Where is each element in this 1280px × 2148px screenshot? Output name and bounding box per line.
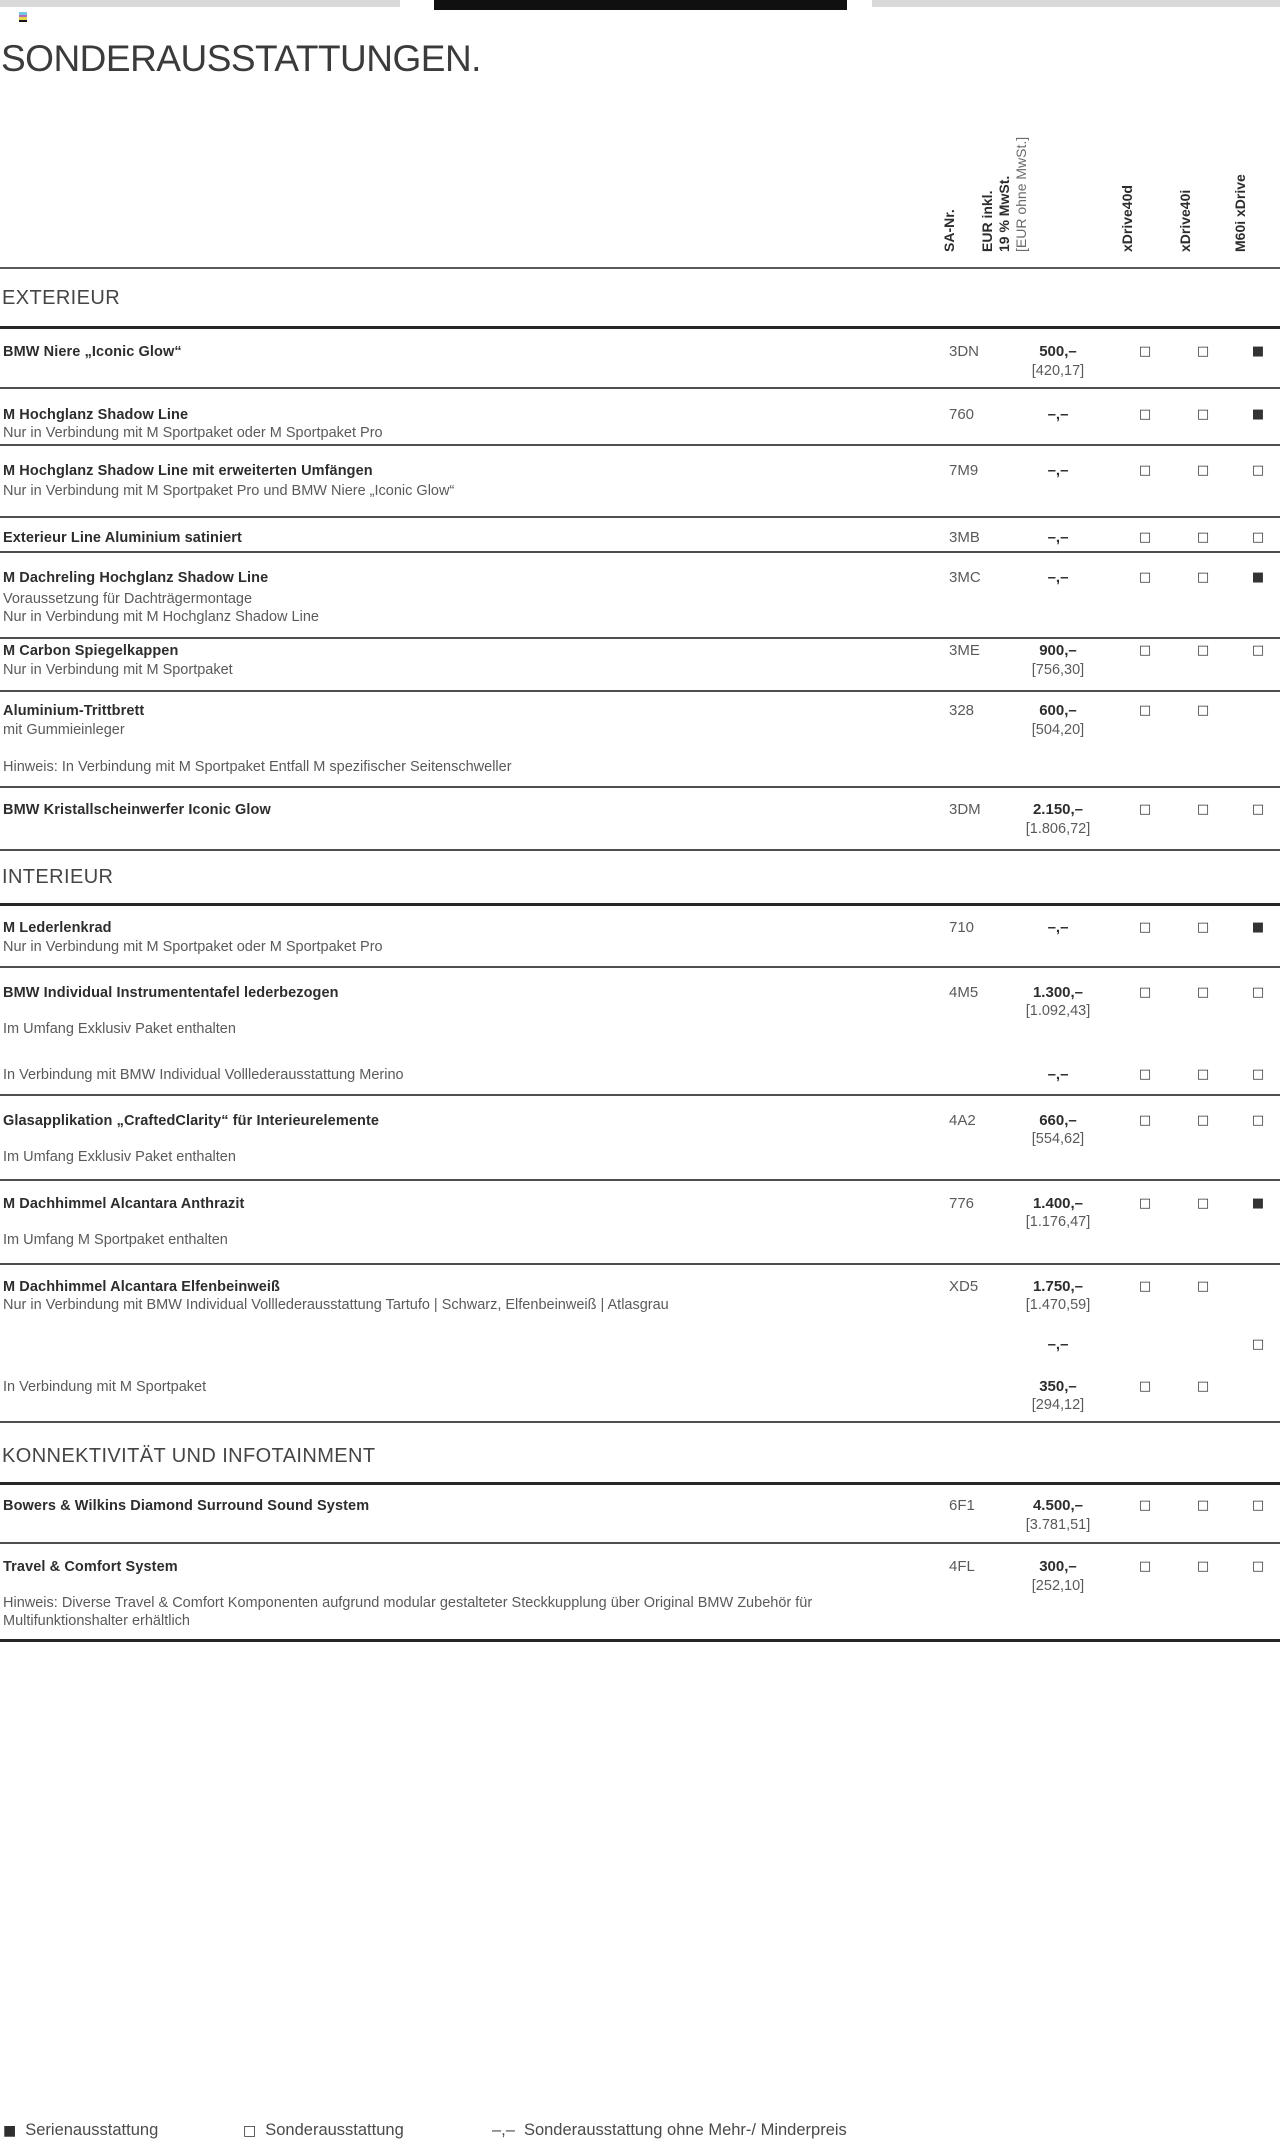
option-subtext: Nur in Verbindung mit BMW Individual Volllederausstattung Tartufo | Schwarz, Elfenbeinweiß | Atlasgrau xyxy=(3,1297,669,1313)
price-net: [1.092,43] xyxy=(1025,1003,1091,1019)
open-square-icon: □ xyxy=(243,2123,257,2139)
mark-xdrive40i: □ xyxy=(1196,1279,1210,1294)
mark-m60i: ■ xyxy=(1251,344,1265,359)
sa-number: 4FL xyxy=(949,1558,975,1575)
mark-xdrive40d: □ xyxy=(1138,920,1152,935)
mark-m60i: □ xyxy=(1251,530,1265,545)
mark-xdrive40d: □ xyxy=(1138,1279,1152,1294)
row-separator xyxy=(0,516,1280,518)
mark-m60i: ■ xyxy=(1251,570,1265,585)
mark-xdrive40d: □ xyxy=(1138,1067,1152,1082)
mark-xdrive40i: □ xyxy=(1196,1113,1210,1128)
price-gross: 600,– xyxy=(1039,702,1077,719)
option-title: M Dachhimmel Alcantara Elfenbeinweiß xyxy=(3,1279,281,1295)
mark-xdrive40i: □ xyxy=(1196,1196,1210,1211)
mark-xdrive40d: □ xyxy=(1138,407,1152,422)
mark-xdrive40d: □ xyxy=(1138,344,1152,359)
mark-xdrive40d: □ xyxy=(1138,1379,1152,1394)
row-separator xyxy=(0,849,1280,851)
legend-item-serienausstattung xyxy=(3,2121,158,2140)
row-separator xyxy=(0,690,1280,692)
mark-xdrive40d: □ xyxy=(1138,1196,1152,1211)
row-separator xyxy=(0,551,1280,553)
sa-number: 776 xyxy=(949,1195,975,1212)
table-end-rule xyxy=(0,1639,1280,1642)
row-separator xyxy=(0,637,1280,639)
sa-number: XD5 xyxy=(949,1278,979,1295)
mark-m60i: ■ xyxy=(1251,407,1265,422)
option-title: M Hochglanz Shadow Line xyxy=(3,407,189,423)
legend-label: Sonderausstattung ohne Mehr-/ Minderpreis xyxy=(523,2121,847,2139)
price-net: [3.781,51] xyxy=(1025,1517,1091,1533)
sa-number: 3DN xyxy=(949,343,980,360)
option-title: Exterieur Line Aluminium satiniert xyxy=(3,530,242,546)
option-title: M Hochglanz Shadow Line mit erweiterten Umfängen xyxy=(3,463,373,479)
price-gross: –,– xyxy=(1047,1066,1069,1083)
price-gross: 660,– xyxy=(1039,1112,1077,1129)
price-gross: –,– xyxy=(1047,529,1069,546)
mark-m60i: ■ xyxy=(1251,1196,1265,1211)
option-subtext: Nur in Verbindung mit M Sportpaket oder M Sportpaket Pro xyxy=(3,425,383,441)
option-title: Travel & Comfort System xyxy=(3,1559,178,1575)
price-gross: –,– xyxy=(1047,406,1069,423)
row-separator xyxy=(0,786,1280,788)
column-header-m60i: M60i xDrive xyxy=(1232,174,1248,252)
mark-xdrive40i: □ xyxy=(1196,703,1210,718)
mark-xdrive40i: □ xyxy=(1196,530,1210,545)
option-note: Im Umfang Exklusiv Paket enthalten xyxy=(3,1021,236,1037)
legend-label: Sonderausstattung xyxy=(265,2121,404,2139)
price-net: [504,20] xyxy=(1031,722,1085,738)
option-subtext: Nur in Verbindung mit M Sportpaket oder M Sportpaket Pro xyxy=(3,939,383,955)
sa-number: 7M9 xyxy=(949,462,979,479)
row-separator xyxy=(0,966,1280,968)
price-gross: 350,– xyxy=(1039,1378,1077,1395)
row-separator xyxy=(0,1094,1280,1096)
price-gross: 1.300,– xyxy=(1032,984,1084,1001)
option-variant-label: In Verbindung mit BMW Individual Volllederausstattung Merino xyxy=(3,1067,404,1083)
option-title: BMW Individual Instrumententafel lederbezogen xyxy=(3,985,339,1001)
top-bar-left xyxy=(0,0,400,7)
mark-xdrive40i: □ xyxy=(1196,344,1210,359)
sa-number: 760 xyxy=(949,406,975,423)
price-net: [1.806,72] xyxy=(1025,821,1091,837)
option-subtext: Nur in Verbindung mit M Sportpaket Pro und BMW Niere „Iconic Glow“ xyxy=(3,483,455,499)
mark-xdrive40i: □ xyxy=(1196,407,1210,422)
section-rule xyxy=(0,326,1280,329)
sa-number: 328 xyxy=(949,702,975,719)
row-separator xyxy=(0,1542,1280,1544)
price-net: [420,17] xyxy=(1031,363,1085,379)
price-gross: 500,– xyxy=(1039,343,1077,360)
mark-xdrive40i: □ xyxy=(1196,802,1210,817)
section-header-konnektivitaet: KONNEKTIVITÄT UND INFOTAINMENT xyxy=(2,1445,376,1467)
mark-m60i: ■ xyxy=(1251,920,1265,935)
column-header-price xyxy=(979,137,1030,252)
section-header-exterieur: EXTERIEUR xyxy=(2,287,121,309)
top-bar-right xyxy=(872,0,1280,7)
sa-number: 3DM xyxy=(949,801,981,818)
column-header-sa-nr: SA-Nr. xyxy=(941,209,957,252)
mark-m60i: □ xyxy=(1251,463,1265,478)
option-title: Aluminium-Trittbrett xyxy=(3,703,145,719)
section-rule xyxy=(0,903,1280,906)
mark-xdrive40d: □ xyxy=(1138,530,1152,545)
price-gross: –,– xyxy=(1047,1336,1069,1353)
price-net: [1.470,59] xyxy=(1025,1297,1091,1313)
mark-xdrive40i: □ xyxy=(1196,463,1210,478)
sa-number: 710 xyxy=(949,919,975,936)
mark-m60i: □ xyxy=(1251,1559,1265,1574)
option-subtext: Voraussetzung für Dachträgermontage xyxy=(3,591,253,607)
price-gross: 2.150,– xyxy=(1032,801,1084,818)
filled-square-icon: ■ xyxy=(3,2123,17,2139)
column-header-xdrive40d: xDrive40d xyxy=(1119,185,1135,252)
price-net: [252,10] xyxy=(1031,1578,1085,1594)
row-separator xyxy=(0,1179,1280,1181)
mark-m60i: □ xyxy=(1251,985,1265,1000)
price-gross: 1.750,– xyxy=(1032,1278,1084,1295)
price-net: [756,30] xyxy=(1031,662,1085,678)
top-bar-center xyxy=(434,0,847,10)
price-net: [294,12] xyxy=(1031,1397,1085,1413)
sa-number: 4A2 xyxy=(949,1112,976,1129)
column-header-price-line2: 19 % MwSt. xyxy=(996,175,1012,252)
mark-xdrive40d: □ xyxy=(1138,985,1152,1000)
mark-m60i: □ xyxy=(1251,1067,1265,1082)
mark-xdrive40d: □ xyxy=(1138,1559,1152,1574)
legend-label: Serienausstattung xyxy=(25,2121,159,2139)
mark-xdrive40d: □ xyxy=(1138,570,1152,585)
sa-number: 3MC xyxy=(949,569,981,586)
price-net: [554,62] xyxy=(1031,1131,1085,1147)
mark-xdrive40d: □ xyxy=(1138,1113,1152,1128)
sa-number: 3MB xyxy=(949,529,980,546)
mark-m60i: □ xyxy=(1251,1337,1265,1352)
mark-xdrive40i: □ xyxy=(1196,985,1210,1000)
row-separator xyxy=(0,444,1280,446)
mark-xdrive40d: □ xyxy=(1138,463,1152,478)
option-note: Im Umfang M Sportpaket enthalten xyxy=(3,1232,228,1248)
option-note: Hinweis: Diverse Travel & Comfort Komponenten aufgrund modular gestalteter Steckkupplung über Original BMW Zubehör für Multifunktionshalter erhältlich xyxy=(3,1595,813,1629)
price-net: [1.176,47] xyxy=(1025,1214,1091,1230)
column-header-xdrive40i: xDrive40i xyxy=(1177,189,1193,252)
legend-item-ohne-mehrpreis xyxy=(492,2121,847,2140)
mark-m60i: □ xyxy=(1251,643,1265,658)
page-title: SONDERAUSSTATTUNGEN. xyxy=(1,38,481,79)
option-subtext: mit Gummieinleger xyxy=(3,722,125,738)
mark-xdrive40i: □ xyxy=(1196,1067,1210,1082)
mark-xdrive40i: □ xyxy=(1196,1498,1210,1513)
mark-xdrive40d: □ xyxy=(1138,1498,1152,1513)
row-separator xyxy=(0,387,1280,389)
section-rule xyxy=(0,1482,1280,1485)
option-title: Glasapplikation „CraftedClarity“ für Interieurelemente xyxy=(3,1113,380,1129)
section-header-interieur: INTERIEUR xyxy=(2,866,114,888)
mark-xdrive40i: □ xyxy=(1196,1559,1210,1574)
option-title: M Dachhimmel Alcantara Anthrazit xyxy=(3,1196,245,1212)
dash-price-glyph: –,– xyxy=(492,2121,515,2139)
option-subtext: Nur in Verbindung mit M Hochglanz Shadow Line xyxy=(3,609,319,625)
mark-xdrive40i: □ xyxy=(1196,920,1210,935)
option-note: Im Umfang Exklusiv Paket enthalten xyxy=(3,1149,236,1165)
mark-xdrive40i: □ xyxy=(1196,570,1210,585)
mark-m60i: □ xyxy=(1251,802,1265,817)
mark-xdrive40i: □ xyxy=(1196,643,1210,658)
mark-xdrive40i: □ xyxy=(1196,1379,1210,1394)
column-header-price-line3: [EUR ohne MwSt.] xyxy=(1013,136,1029,252)
sa-number: 6F1 xyxy=(949,1497,975,1514)
mark-m60i: □ xyxy=(1251,1113,1265,1128)
cmyk-registration-mark-icon xyxy=(19,12,27,22)
option-variant-label: In Verbindung mit M Sportpaket xyxy=(3,1379,207,1395)
sa-number: 4M5 xyxy=(949,984,979,1001)
price-gross: –,– xyxy=(1047,569,1069,586)
option-title: M Dachreling Hochglanz Shadow Line xyxy=(3,570,269,586)
price-gross: 4.500,– xyxy=(1032,1497,1084,1514)
option-title: BMW Kristallscheinwerfer Iconic Glow xyxy=(3,802,271,818)
sa-number: 3ME xyxy=(949,642,980,659)
row-separator xyxy=(0,1421,1280,1423)
price-gross: 900,– xyxy=(1039,642,1077,659)
option-title: Bowers & Wilkins Diamond Surround Sound System xyxy=(3,1498,370,1514)
price-gross: 1.400,– xyxy=(1032,1195,1084,1212)
option-note: Hinweis: In Verbindung mit M Sportpaket Entfall M spezifischer Seitenschweller xyxy=(3,759,512,775)
price-gross: –,– xyxy=(1047,462,1069,479)
option-title: M Lederlenkrad xyxy=(3,920,112,936)
mark-xdrive40d: □ xyxy=(1138,802,1152,817)
mark-xdrive40d: □ xyxy=(1138,643,1152,658)
legend-item-sonderausstattung xyxy=(243,2121,404,2140)
option-subtext: Nur in Verbindung mit M Sportpaket xyxy=(3,662,233,678)
mark-xdrive40d: □ xyxy=(1138,703,1152,718)
option-title: M Carbon Spiegelkappen xyxy=(3,643,179,659)
row-separator xyxy=(0,1263,1280,1265)
price-gross: 300,– xyxy=(1039,1558,1077,1575)
option-title: BMW Niere „Iconic Glow“ xyxy=(3,344,182,360)
column-header-price-line1: EUR inkl. xyxy=(979,190,995,252)
header-rule xyxy=(0,267,1280,269)
mark-m60i: □ xyxy=(1251,1498,1265,1513)
price-gross: –,– xyxy=(1047,919,1069,936)
